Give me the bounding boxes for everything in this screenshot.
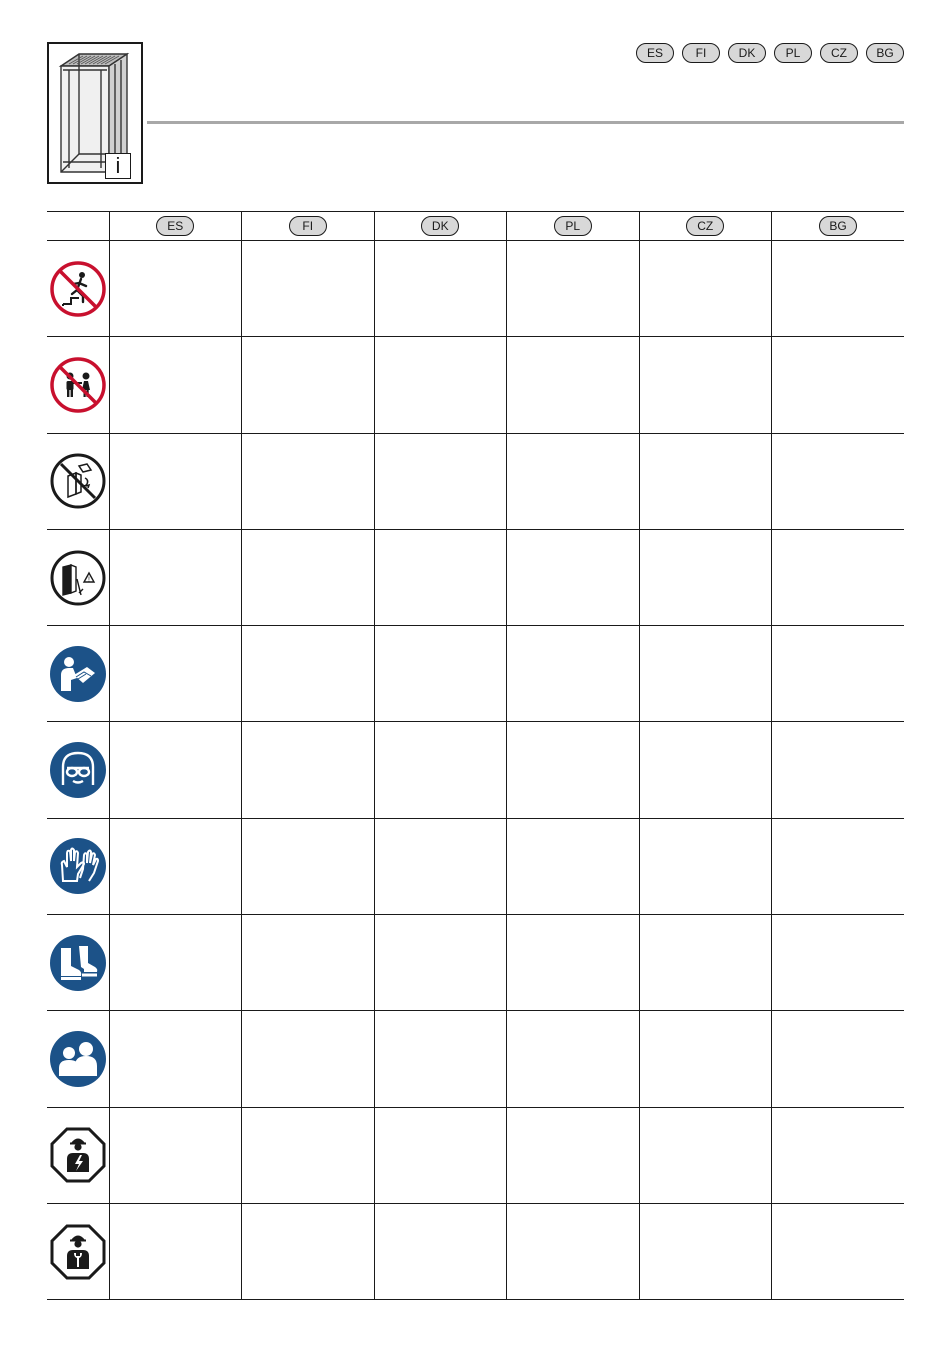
- table-cell: [242, 626, 375, 722]
- table-cell: [242, 1107, 375, 1203]
- column-header-pl: PL: [507, 212, 640, 241]
- read-manual-icon: [49, 645, 107, 703]
- table-cell: [507, 241, 640, 337]
- table-cell: [507, 1203, 640, 1299]
- table-row: [47, 337, 904, 433]
- table-cell: [639, 1107, 772, 1203]
- table-cell: [772, 1011, 905, 1107]
- table-cell: [507, 337, 640, 433]
- table-row: [47, 818, 904, 914]
- table-cell: [639, 529, 772, 625]
- table-cell: [374, 337, 507, 433]
- table-cell: [639, 1203, 772, 1299]
- table-row: [47, 915, 904, 1011]
- table-cell: [507, 1107, 640, 1203]
- table-cell: [507, 1011, 640, 1107]
- table-cell: [374, 1107, 507, 1203]
- language-badge-dk: DK: [728, 43, 766, 63]
- table-row: [47, 529, 904, 625]
- safety-symbol-table: [47, 211, 904, 1300]
- table-cell: [242, 722, 375, 818]
- two-persons-icon: [49, 1030, 107, 1088]
- table-cell: [374, 1203, 507, 1299]
- wear-eye-protection-icon: [49, 741, 107, 799]
- table-row: [47, 433, 904, 529]
- table-cell: [639, 722, 772, 818]
- table-cell: [772, 337, 905, 433]
- table-cell: [507, 722, 640, 818]
- table-cell: [374, 529, 507, 625]
- table-cell: [639, 1011, 772, 1107]
- table-cell: [507, 915, 640, 1011]
- table-cell: [374, 241, 507, 337]
- tipping-hazard-icon: [49, 549, 107, 607]
- table-cell: [639, 433, 772, 529]
- table-cell: [772, 818, 905, 914]
- table-header-row: [47, 212, 904, 241]
- table-cell: [109, 915, 242, 1011]
- table-cell: [374, 1011, 507, 1107]
- column-header-symbol: [47, 212, 109, 241]
- product-thumbnail: [47, 42, 143, 184]
- table-cell: [772, 915, 905, 1011]
- table-cell: [242, 433, 375, 529]
- table-cell: [109, 433, 242, 529]
- table-cell: [109, 1011, 242, 1107]
- column-header-dk: DK: [374, 212, 507, 241]
- column-header-es: ES: [109, 212, 242, 241]
- table-cell: [109, 529, 242, 625]
- language-badge-bg: BG: [866, 43, 904, 63]
- table-row: [47, 626, 904, 722]
- table-cell: [242, 529, 375, 625]
- table-cell: [109, 1107, 242, 1203]
- table-cell: [507, 529, 640, 625]
- table-cell: [772, 433, 905, 529]
- no-climbing-icon: [49, 260, 107, 318]
- table-cell: [242, 1011, 375, 1107]
- table-cell: [374, 626, 507, 722]
- table-cell: [242, 337, 375, 433]
- table-cell: [109, 722, 242, 818]
- info-badge: i: [105, 153, 131, 179]
- table-cell: [639, 241, 772, 337]
- wear-safety-boots-icon: [49, 934, 107, 992]
- table-cell: [242, 1203, 375, 1299]
- table-row: [47, 722, 904, 818]
- language-badges: [636, 43, 904, 63]
- wear-gloves-icon: [49, 837, 107, 895]
- table-cell: [109, 1203, 242, 1299]
- language-badge-es: ES: [636, 43, 674, 63]
- svg-text:!: !: [87, 576, 90, 584]
- table-row: [47, 1011, 904, 1107]
- table-cell: [772, 241, 905, 337]
- table-cell: [507, 433, 640, 529]
- table-cell: [772, 1107, 905, 1203]
- column-header-bg: BG: [772, 212, 905, 241]
- table-cell: [242, 915, 375, 1011]
- table-row: [47, 1203, 904, 1299]
- table-cell: [374, 915, 507, 1011]
- table-cell: [374, 818, 507, 914]
- table-cell: [242, 241, 375, 337]
- table-cell: [374, 433, 507, 529]
- table-cell: [507, 626, 640, 722]
- qualified-mechanic-icon: [49, 1223, 107, 1281]
- table-cell: [772, 529, 905, 625]
- table-cell: [772, 1203, 905, 1299]
- table-cell: [109, 626, 242, 722]
- table-cell: [109, 337, 242, 433]
- table-row: [47, 241, 904, 337]
- table-cell: [639, 337, 772, 433]
- no-lifting-hook-icon: [49, 452, 107, 510]
- no-children-icon: [49, 356, 107, 414]
- table-cell: [639, 626, 772, 722]
- table-cell: [507, 818, 640, 914]
- table-cell: [109, 818, 242, 914]
- language-badge-fi: FI: [682, 43, 720, 63]
- table-cell: [772, 626, 905, 722]
- table-cell: [374, 722, 507, 818]
- column-header-cz: CZ: [639, 212, 772, 241]
- table-cell: [772, 722, 905, 818]
- header-divider: [147, 121, 904, 124]
- column-header-fi: FI: [242, 212, 375, 241]
- language-badge-pl: PL: [774, 43, 812, 63]
- language-badge-cz: CZ: [820, 43, 858, 63]
- electrician-icon: [49, 1126, 107, 1184]
- table-row: [47, 1107, 904, 1203]
- table-cell: [242, 818, 375, 914]
- table-cell: [639, 915, 772, 1011]
- table-cell: [639, 818, 772, 914]
- table-cell: [109, 241, 242, 337]
